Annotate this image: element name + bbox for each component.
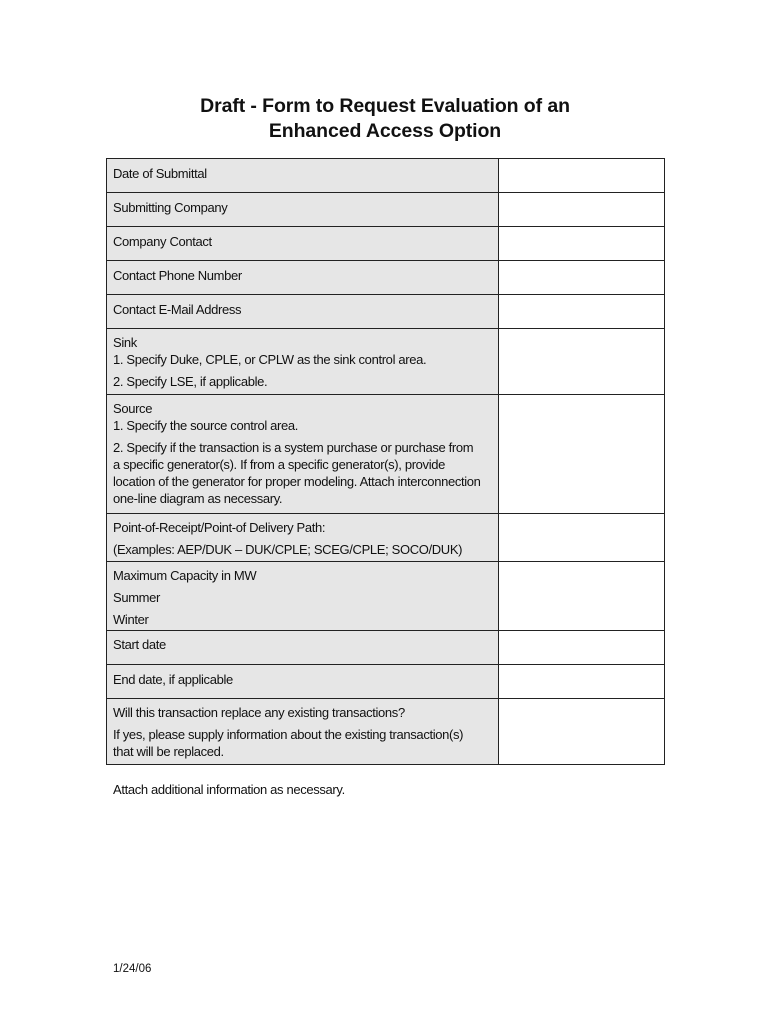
label-text: Contact E-Mail Address — [113, 302, 242, 317]
label-text: Source — [113, 401, 153, 416]
label-text: Sink — [113, 335, 137, 350]
maximum-capacity-field[interactable] — [499, 562, 665, 631]
label-replace-transactions — [107, 699, 499, 765]
row-replace-transactions — [107, 699, 665, 765]
row-start-date — [107, 631, 665, 665]
form-title-line-2: Enhanced Access Option — [268, 120, 502, 142]
label-text: If yes, please supply information about the existing transaction(s) — [113, 727, 464, 742]
label-text: 2. Specify if the transaction is a system purchase or purchase from — [113, 440, 474, 455]
contact-phone-number-field[interactable] — [499, 261, 665, 295]
label-maximum-capacity — [107, 562, 499, 631]
label-text: Maximum Capacity in MW — [113, 568, 257, 583]
label-text: End date, if applicable — [113, 672, 233, 687]
label-text: one-line diagram as necessary. — [113, 491, 283, 506]
sink-field[interactable] — [499, 329, 665, 395]
label-submitting-company — [107, 193, 499, 227]
form-title — [0, 94, 770, 144]
label-contact-phone-number — [107, 261, 499, 295]
label-text: Point-of-Receipt/Point-of Delivery Path: — [113, 520, 326, 535]
label-source — [107, 395, 499, 514]
label-text: Start date — [113, 637, 166, 652]
label-por-pod-path — [107, 514, 499, 562]
row-source — [107, 395, 665, 514]
label-date-of-submittal — [107, 159, 499, 193]
label-text: location of the generator for proper modeling. Attach interconnection — [113, 474, 481, 489]
attachment-note: Attach additional information as necessary. — [113, 782, 345, 797]
contact-email-address-field[interactable] — [499, 295, 665, 329]
label-sink — [107, 329, 499, 395]
label-company-contact — [107, 227, 499, 261]
row-por-pod-path — [107, 514, 665, 562]
row-company-contact — [107, 227, 665, 261]
row-contact-phone-number — [107, 261, 665, 295]
por-pod-path-field[interactable] — [499, 514, 665, 562]
row-contact-email-address — [107, 295, 665, 329]
label-text: 1. Specify the source control area. — [113, 418, 299, 433]
label-text: 2. Specify LSE, if applicable. — [113, 374, 268, 389]
label-text: Contact Phone Number — [113, 268, 242, 283]
label-text: Date of Submittal — [113, 166, 207, 181]
label-start-date — [107, 631, 499, 665]
end-date-field[interactable] — [499, 665, 665, 699]
start-date-field[interactable] — [499, 631, 665, 665]
label-text: 1. Specify Duke, CPLE, or CPLW as the sink control area. — [113, 352, 427, 367]
label-end-date — [107, 665, 499, 699]
label-text: a specific generator(s). If from a specific generator(s), provide — [113, 457, 446, 472]
row-end-date — [107, 665, 665, 699]
request-form-table — [106, 158, 665, 765]
label-text: Submitting Company — [113, 200, 228, 215]
date-of-submittal-field[interactable] — [499, 159, 665, 193]
row-submitting-company — [107, 193, 665, 227]
submitting-company-field[interactable] — [499, 193, 665, 227]
replace-transactions-field[interactable] — [499, 699, 665, 765]
label-text: Will this transaction replace any existing transactions? — [113, 705, 405, 720]
label-contact-email-address — [107, 295, 499, 329]
row-maximum-capacity — [107, 562, 665, 631]
row-sink — [107, 329, 665, 395]
footer-date: 1/24/06 — [113, 963, 152, 975]
label-text: that will be replaced. — [113, 744, 224, 759]
company-contact-field[interactable] — [499, 227, 665, 261]
source-field[interactable] — [499, 395, 665, 514]
form-title-line-1: Draft - Form to Request Evaluation of an — [200, 95, 570, 117]
label-text: Winter — [113, 612, 149, 627]
label-text: (Examples: AEP/DUK – DUK/CPLE; SCEG/CPLE; SOCO/DUK) — [113, 542, 463, 557]
row-date-of-submittal — [107, 159, 665, 193]
label-text: Summer — [113, 590, 161, 605]
label-text: Company Contact — [113, 234, 212, 249]
